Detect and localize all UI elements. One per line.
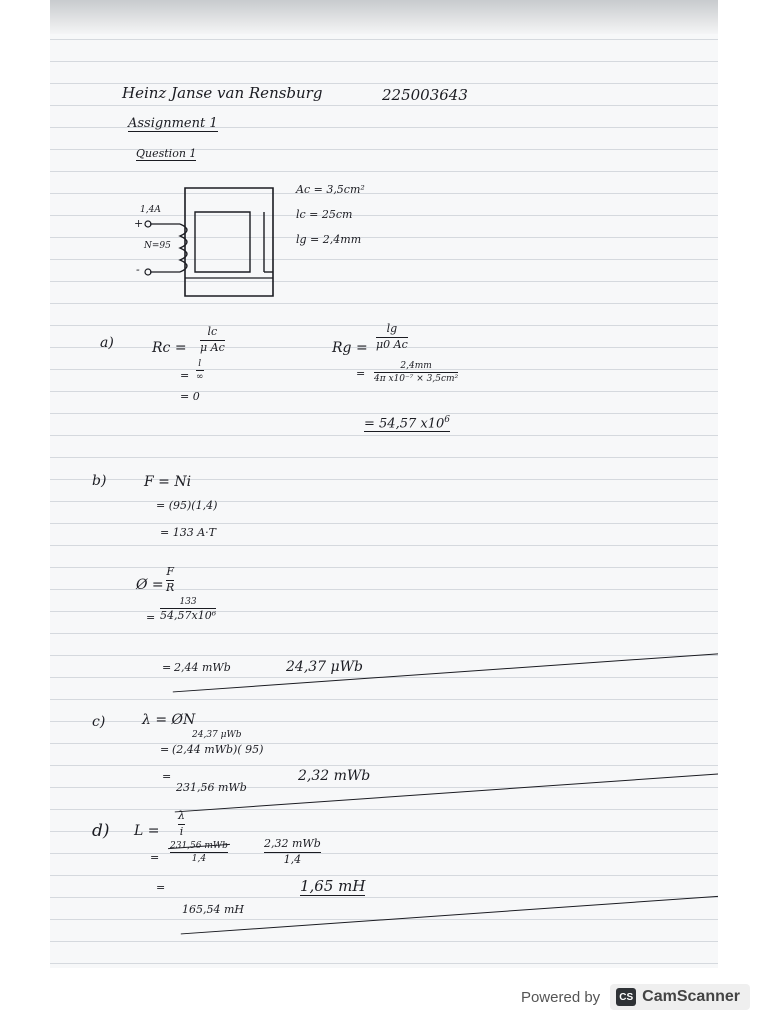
rg-fraction xyxy=(376,323,408,351)
l-step2-struck-denominator: 1,4 xyxy=(191,854,207,865)
phi-lhs: Ø = xyxy=(136,577,164,593)
fraction-bar xyxy=(374,372,458,373)
given-gap: lg = 2,4mm xyxy=(296,233,362,246)
l-step2-fraction xyxy=(264,838,321,866)
part-d-label: d) xyxy=(92,821,110,841)
part-b-label: b) xyxy=(92,473,107,489)
l-step2-equals: = xyxy=(150,851,160,864)
powered-by-text: Powered by xyxy=(520,988,601,1006)
fraction-bar xyxy=(170,852,228,853)
rg-result-exponent: 6 xyxy=(444,415,450,425)
phi-step2-numerator: 133 xyxy=(179,597,197,607)
fraction-bar xyxy=(196,370,204,371)
rg-numerator: lg xyxy=(386,322,398,335)
camscanner-footer xyxy=(521,980,750,1014)
rc-numerator: lc xyxy=(207,325,218,338)
part-c-label: c) xyxy=(92,714,106,730)
l-step3-equals: = xyxy=(156,881,166,894)
camscanner-name: CamScanner xyxy=(642,988,740,1005)
rg-denominator: μ0 Ac xyxy=(376,337,408,351)
camscanner-logo-icon: CS xyxy=(616,988,636,1006)
phi-fraction xyxy=(166,566,174,594)
phi-result-struck: 2,44 mWb xyxy=(174,662,718,673)
plus-terminal: + xyxy=(134,217,144,230)
phi-result: 24,37 μWb xyxy=(286,659,363,675)
l-step2-denominator: 1,4 xyxy=(283,852,302,866)
lambda-step3: 2,32 mWb xyxy=(298,768,371,784)
rc-step2-denominator: ∞ xyxy=(196,372,204,383)
given-area: Ac = 3,5cm² xyxy=(296,183,365,196)
rc-step2-equals: = xyxy=(180,369,190,382)
part-a-label: a) xyxy=(100,335,114,351)
lambda-step2-note: 24,37 μWb xyxy=(192,730,242,740)
lambda-step3-struck: 231,56 mWb xyxy=(176,782,718,793)
minus-terminal: - xyxy=(136,263,140,276)
rc-step2-numerator: l xyxy=(198,359,202,369)
rc-step2-fraction xyxy=(196,359,204,383)
lambda-step3-equals: = xyxy=(162,770,172,783)
l-denominator: i xyxy=(179,824,184,838)
notebook-page xyxy=(50,0,718,968)
rg-lhs: Rg = xyxy=(332,340,368,356)
lambda-definition: λ = ØN xyxy=(142,712,196,728)
student-number: 225003643 xyxy=(382,86,468,104)
question-title: Question 1 xyxy=(136,147,197,160)
l-step2-struck-numerator: 231,56 mWb xyxy=(170,841,228,851)
rc-fraction xyxy=(200,326,225,354)
l-step2-numerator: 2,32 mWb xyxy=(264,837,321,850)
camscanner-badge xyxy=(610,984,750,1010)
l-fraction xyxy=(178,810,185,838)
l-step2-struck-fraction xyxy=(170,841,228,865)
rg-step2-equals: = xyxy=(356,367,366,380)
rc-lhs: Rc = xyxy=(152,340,187,356)
l-numerator: λ xyxy=(178,809,185,822)
phi-result-equals: = xyxy=(162,661,172,674)
rc-denominator: μ Ac xyxy=(200,340,225,354)
phi-step2-fraction xyxy=(160,597,216,623)
rg-step2-numerator: 2,4mm xyxy=(400,361,432,371)
lambda-step2-equals: = xyxy=(160,743,170,756)
l-step3: 1,65 mH xyxy=(300,877,366,895)
f-step3: = 133 A·T xyxy=(160,526,216,539)
phi-numerator: F xyxy=(166,565,174,578)
lambda-step2: (2,44 mWb)( 95) xyxy=(172,743,264,756)
rc-step3: = 0 xyxy=(180,390,200,403)
assignment-title: Assignment 1 xyxy=(128,116,218,131)
phi-denominator: R xyxy=(166,580,175,594)
l-step3-struck: 165,54 mH xyxy=(182,904,718,915)
f-step2: = (95)(1,4) xyxy=(156,499,218,512)
rg-step2-fraction xyxy=(374,361,458,385)
turns-label: N=95 xyxy=(144,241,171,251)
f-definition: F = Ni xyxy=(144,474,192,490)
rg-result-value: = 54,57 x10 xyxy=(364,416,445,432)
current-label: 1,4A xyxy=(140,205,161,215)
rg-step2-denominator: 4π x10⁻⁷ × 3,5cm² xyxy=(374,374,459,385)
phi-step2-equals: = xyxy=(146,611,156,624)
given-length: lc = 25cm xyxy=(296,208,353,221)
phi-step2-denominator: 54,57x10⁶ xyxy=(160,609,217,623)
rg-result xyxy=(364,416,450,432)
l-lhs: L = xyxy=(134,823,160,839)
page-fold-shadow xyxy=(50,0,718,34)
student-name: Heinz Janse van Rensburg xyxy=(122,84,323,102)
